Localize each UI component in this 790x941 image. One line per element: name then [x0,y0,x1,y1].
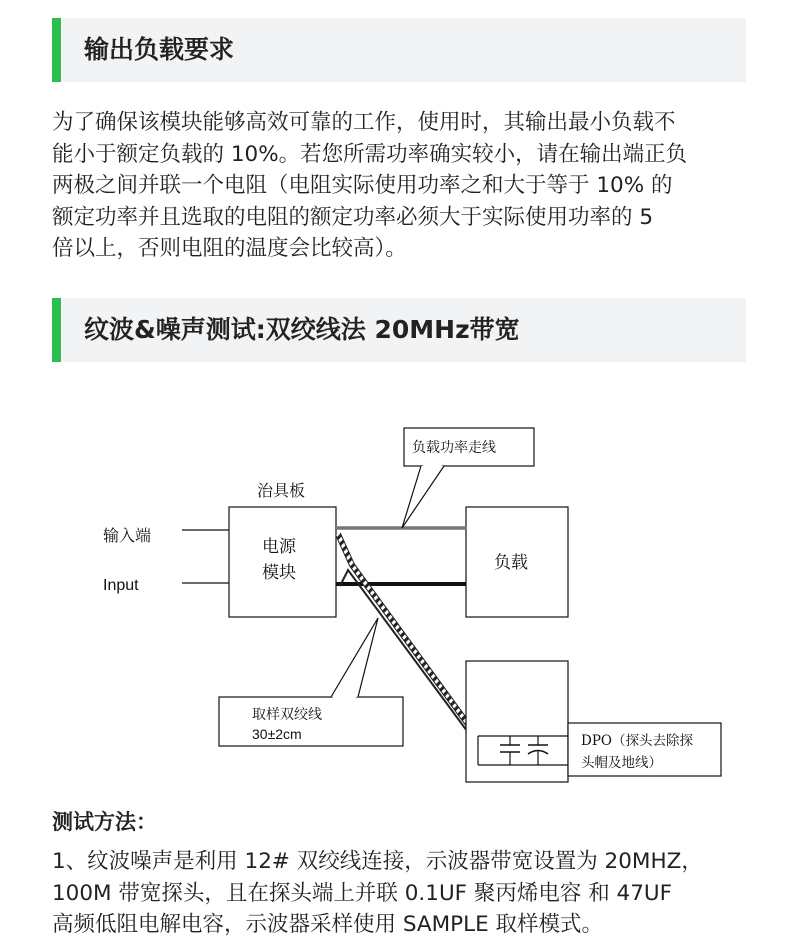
method-line: 100M 带宽探头，且在探头端上并联 0.1UF 聚丙烯电容 和 47UF [52,880,673,906]
dpo-label-line1: DPO（探头去除探 [581,733,693,749]
paragraph-line: 能小于额定负载的 10%。若您所需功率确实较小，请在输出端正负 [52,141,688,167]
load-label: 负载 [494,553,528,573]
paragraph-line: 额定功率并且选取的电阻的额定功率必须大于实际使用功率的 5 [52,204,654,230]
paragraph-line: 两极之间并联一个电阻（电阻实际使用功率之和大于等于 10% 的 [52,173,673,198]
paragraph-line: 倍以上，否则电阻的温度会比较高）。 [52,236,407,261]
power-trace-label: 负载功率走线 [412,440,496,456]
test-method-title: 测试方法： [52,810,157,834]
section-title: 纹波&噪声测试:双绞线法 20MHz带宽 [84,315,520,344]
twisted-pair-label-line1: 取样双绞线 [252,707,322,723]
power-trace-callout-pointer [402,466,444,528]
module-label-line2: 模块 [262,563,296,583]
paragraph-line: 为了确保该模块能够高效可靠的工作，使用时，其输出最小负载不 [52,110,676,135]
method-line: 1、纹波噪声是利用 12# 双绞线连接，示波器带宽设置为 20MHZ， [52,849,703,874]
test-method-paragraph [52,846,752,941]
twisted-pair-label-line2: 30±2cm [252,726,302,742]
section-title: 输出负载要求 [84,35,235,64]
power-module-box [229,507,336,617]
twisted-pair-callout-pointer [331,618,378,697]
input-label-en: Input [103,577,139,594]
dpo-label-line2: 头帽及地线） [581,755,662,771]
input-label-cn: 输入端 [103,526,152,545]
fixture-label: 治具板 [257,481,306,500]
module-label-line1: 电源 [262,537,296,557]
method-line: 高频低阻电解电容，示波器采样使用 SAMPLE 取样模式。 [52,912,604,937]
oscilloscope-box [466,661,568,782]
